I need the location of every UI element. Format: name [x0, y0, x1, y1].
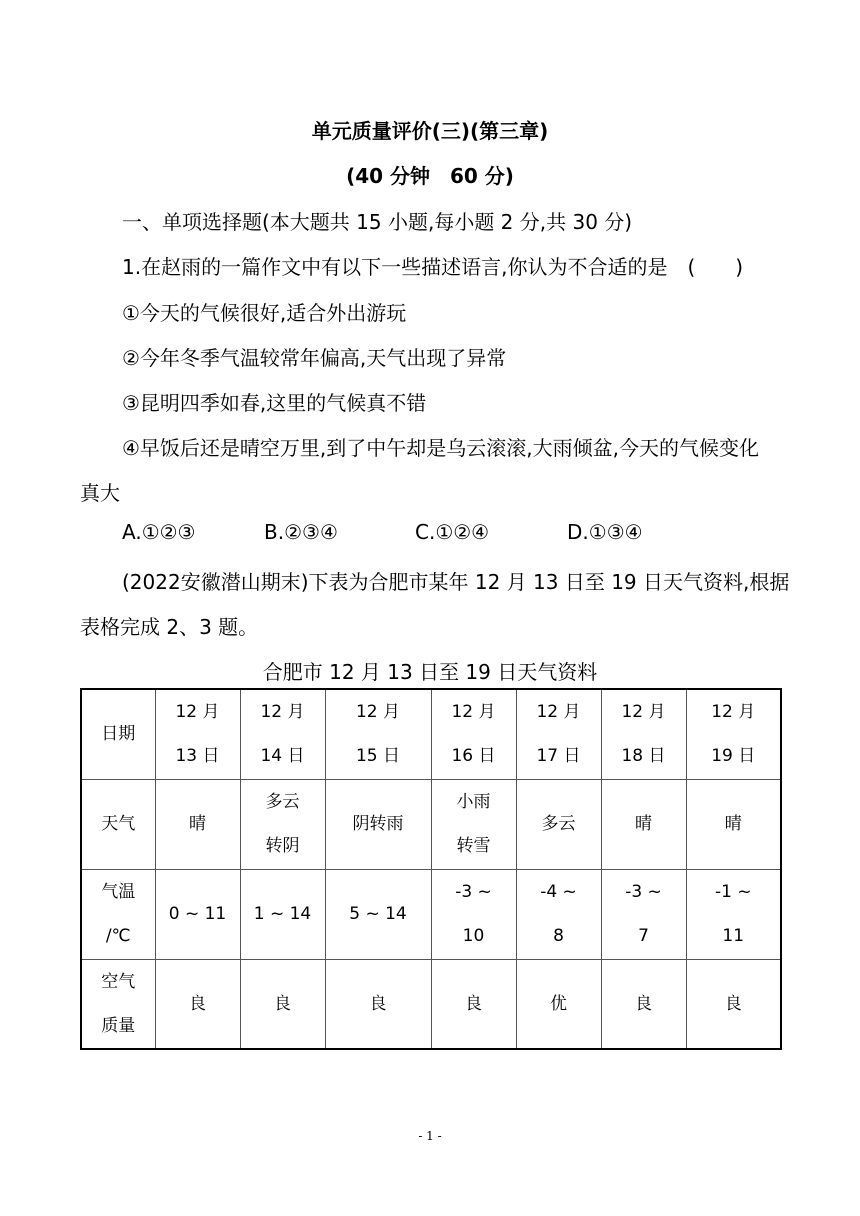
table-cell: [155, 779, 240, 869]
cell-text: 14 日: [260, 746, 305, 767]
cell-text: 17 日: [536, 746, 581, 767]
table-cell: [325, 689, 431, 779]
table-cell: [686, 959, 781, 1049]
cell-text: -1 ~: [714, 882, 752, 902]
question-1-statement-1: ①今天的气候很好,适合外出游玩: [122, 301, 407, 325]
question-1-statement-4-cont: 真大: [80, 481, 120, 505]
cell-text: 12 月: [536, 702, 581, 723]
table-cell: [686, 779, 781, 869]
table-cell: [325, 959, 431, 1049]
row-header-cell: [81, 779, 155, 869]
date-row: [81, 689, 781, 779]
weather-row: [81, 779, 781, 869]
table-cell: [431, 779, 516, 869]
cell-text: 15 日: [355, 746, 401, 767]
cell-text: 日期: [101, 724, 136, 745]
page-number: - 1 -: [418, 1129, 442, 1143]
cell-text: 气温: [101, 882, 136, 902]
table-cell: [155, 869, 240, 959]
row-header-cell: [81, 959, 155, 1049]
table-cell: [601, 869, 686, 959]
cell-text: 阴转雨: [352, 814, 404, 834]
cell-text: -4 ~: [540, 882, 577, 902]
question-1-statement-3: ③昆明四季如春,这里的气候真不错: [122, 391, 427, 415]
cell-text: 良: [635, 993, 652, 1014]
table-cell: [325, 869, 431, 959]
table-intro: (2022安徽潜山期末)下表为合肥市某年 12 月 13 日至 19 日天气资料,根据: [122, 570, 790, 594]
table-cell: [431, 959, 516, 1049]
table-cell: [431, 689, 516, 779]
cell-text: 13 日: [175, 746, 220, 767]
table-cell: [516, 779, 601, 869]
cell-text: 转阴: [265, 836, 300, 856]
cell-text: 晴: [189, 814, 206, 834]
table-cell: [240, 959, 325, 1049]
cell-text: 天气: [101, 814, 136, 834]
cell-text: 良: [465, 993, 482, 1014]
section-heading: 一、单项选择题(本大题共 15 小题,每小题 2 分,共 30 分): [122, 210, 633, 234]
cell-text: 晴: [724, 814, 742, 834]
question-1-statement-4: ④早饭后还是晴空万里,到了中午却是乌云滚滚,大雨倾盆,今天的气候变化: [122, 436, 760, 460]
cell-text: 晴: [635, 814, 652, 834]
table-cell: [325, 779, 431, 869]
cell-text: 12 月: [260, 702, 305, 723]
cell-text: 良: [724, 993, 742, 1014]
cell-text: -3 ~: [455, 882, 492, 902]
cell-text: -3 ~: [625, 882, 662, 902]
cell-text: 多云: [265, 792, 300, 812]
cell-text: 1 ~ 14: [253, 904, 312, 924]
table-cell: [155, 689, 240, 779]
cell-text: 小雨: [456, 792, 491, 812]
cell-text: 空气: [101, 971, 136, 992]
cell-text: 10: [462, 926, 485, 946]
table-cell: [240, 779, 325, 869]
cell-text: 良: [274, 993, 291, 1014]
table-cell: [686, 869, 781, 959]
cell-text: 16 日: [451, 746, 496, 767]
cell-text: 0 ~ 11: [168, 904, 227, 924]
cell-text: 5 ~ 14: [349, 904, 407, 924]
table-cell: [601, 779, 686, 869]
table-cell: [240, 869, 325, 959]
air-quality-row: [81, 959, 781, 1049]
cell-text: 12 月: [355, 702, 401, 723]
question-1-statement-2: ②今年冬季气温较常年偏高,天气出现了异常: [122, 346, 507, 370]
cell-text: 12 月: [711, 702, 756, 723]
cell-text: 7: [638, 926, 649, 946]
table-cell: [516, 959, 601, 1049]
table-cell: [431, 869, 516, 959]
table-cell: [601, 959, 686, 1049]
cell-text: 多云: [541, 814, 576, 834]
cell-text: 12 月: [451, 702, 496, 723]
cell-text: 12 月: [621, 702, 666, 723]
cell-text: /℃: [105, 926, 131, 946]
cell-text: 18 日: [621, 746, 666, 767]
weather-table: [80, 688, 782, 1050]
table-intro-cont: 表格完成 2、3 题。: [80, 615, 259, 639]
cell-text: 良: [369, 993, 387, 1014]
cell-text: 优: [550, 993, 567, 1014]
cell-text: 11: [722, 926, 745, 946]
option-a: A.①②③: [122, 520, 196, 544]
table-cell: [516, 869, 601, 959]
option-b: B.②③④: [264, 520, 338, 544]
option-c: C.①②④: [415, 520, 490, 544]
table-cell: [155, 959, 240, 1049]
row-header-cell: [81, 869, 155, 959]
cell-text: 12 月: [175, 702, 220, 723]
temperature-row: [81, 869, 781, 959]
table-cell: [516, 689, 601, 779]
cell-text: 良: [189, 993, 206, 1014]
table-cell: [601, 689, 686, 779]
cell-text: 8: [553, 926, 564, 946]
table-cell: [686, 689, 781, 779]
row-header-cell: [81, 689, 155, 779]
cell-text: 质量: [101, 1015, 136, 1036]
document-subtitle: (40 分钟 60 分): [346, 164, 514, 188]
table-cell: [240, 689, 325, 779]
table-caption: 合肥市 12 月 13 日至 19 日天气资料: [262, 660, 598, 684]
question-1-stem: 1.在赵雨的一篇作文中有以下一些描述语言,你认为不合适的是 ( ): [122, 255, 744, 279]
cell-text: 19 日: [711, 746, 756, 767]
option-d: D.①③④: [567, 520, 643, 544]
document-title: 单元质量评价(三)(第三章): [311, 119, 549, 143]
cell-text: 转雪: [456, 836, 491, 856]
